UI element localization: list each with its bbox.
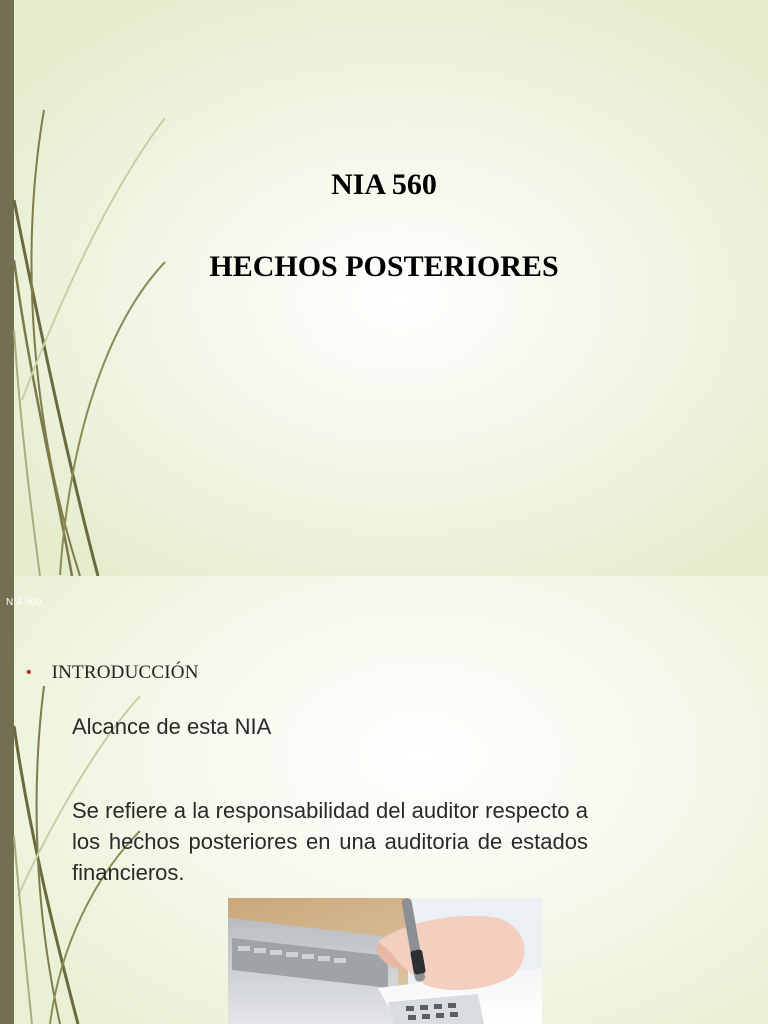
left-accent-bar — [0, 0, 14, 576]
bullet-item — [26, 662, 199, 684]
left-accent-bar — [0, 576, 14, 1024]
slide-subtitle: HECHOS POSTERIORES — [209, 250, 559, 283]
body-paragraph: Se refiere a la responsabilidad del auditor respecto a los hechos posteriores en una auditoria de estados financieros. — [72, 798, 588, 885]
bullet-text: INTRODUCCIÓN — [51, 662, 199, 683]
content-slide — [0, 576, 768, 1024]
section-heading: Alcance de esta NIA — [72, 714, 272, 739]
calculator-photo — [228, 898, 542, 1024]
slide-title: NIA 560 — [331, 168, 437, 201]
slide-footer-label: NIA 560 — [6, 597, 42, 608]
calculator-photo-illustration — [228, 898, 542, 1024]
bullet-dot-icon: • — [26, 664, 32, 681]
grass-stalks-decoration — [0, 0, 200, 576]
